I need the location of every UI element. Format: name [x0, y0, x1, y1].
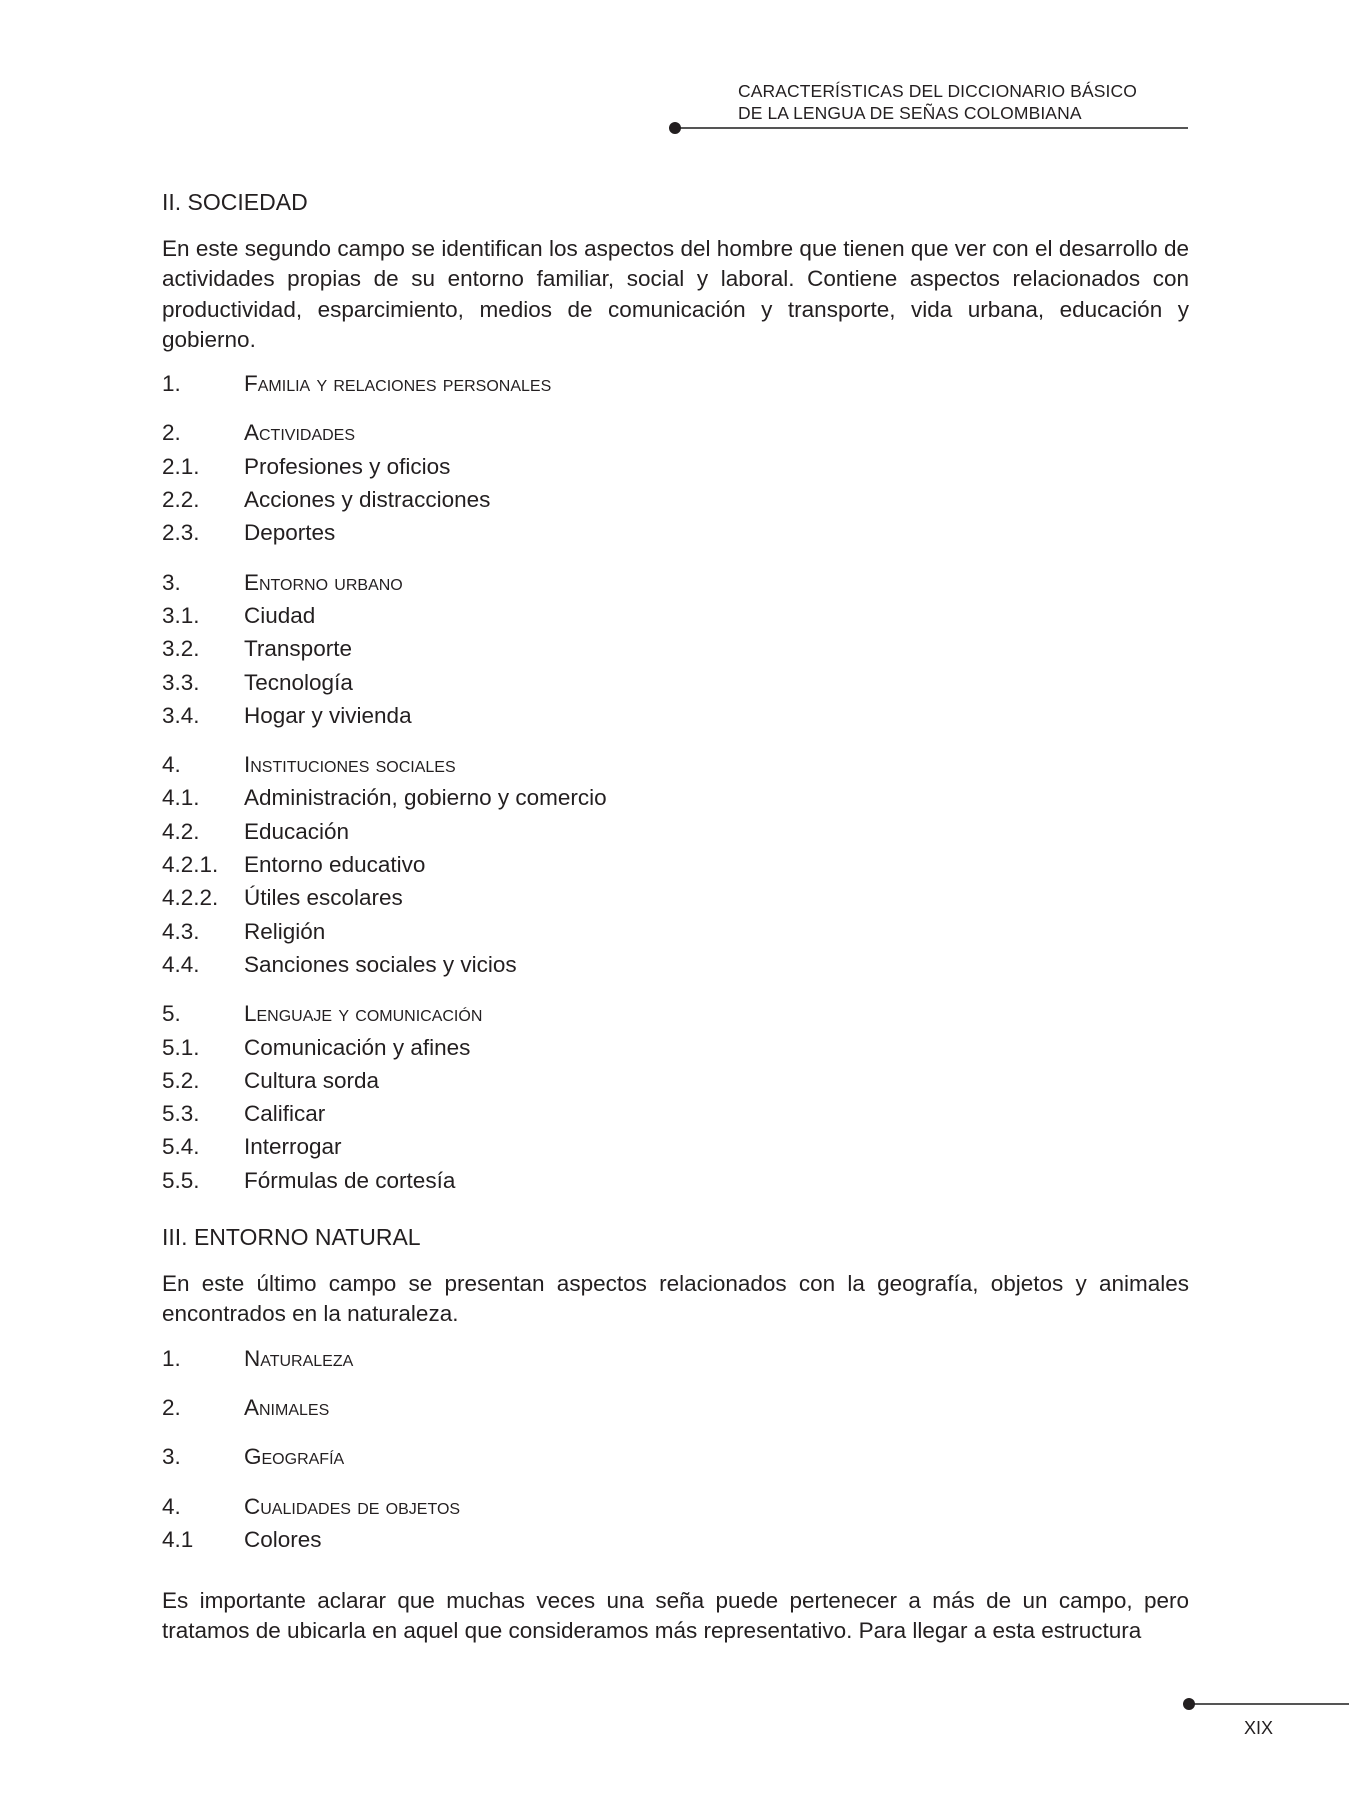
subcategory-item — [162, 632, 1189, 665]
subcategory-number: 4.2.2. — [162, 885, 219, 911]
subcategory-item — [162, 516, 1189, 549]
subcategory-label: Deportes — [244, 520, 336, 546]
subcategory-label: Religión — [244, 918, 326, 944]
subcategory-label: Sanciones sociales y vicios — [244, 951, 517, 977]
category-number: 1. — [162, 1345, 181, 1371]
category-label: Entorno urbano — [244, 569, 403, 595]
subcategory-number: 3.2. — [162, 636, 200, 662]
subcategory-number: 4.2.1. — [162, 852, 219, 878]
category-label: Animales — [244, 1394, 330, 1420]
subcategory-item — [162, 1064, 1189, 1097]
subcategory-item — [162, 948, 1189, 981]
subcategory-number: 4.3. — [162, 918, 200, 944]
footer-rule — [1189, 1703, 1349, 1705]
subcategory-item — [162, 1523, 1189, 1556]
subcategory-number: 3.3. — [162, 669, 200, 695]
category-label: Lenguaje y comunicación — [244, 1001, 483, 1027]
category-heading — [162, 1490, 1189, 1523]
running-header — [738, 80, 1137, 124]
subcategory-number: 2.3. — [162, 520, 200, 546]
category-heading — [162, 997, 1189, 1030]
subcategory-label: Comunicación y afines — [244, 1034, 471, 1060]
category-heading — [162, 1440, 1189, 1473]
subcategory-label: Colores — [244, 1526, 322, 1552]
subcategory-number: 3.4. — [162, 702, 200, 728]
subcategory-item — [162, 666, 1189, 699]
subcategory-number: 4.1. — [162, 785, 200, 811]
category-number: 3. — [162, 569, 181, 595]
subcategory-item — [162, 1097, 1189, 1130]
subcategory-item — [162, 450, 1189, 483]
category-label: Naturaleza — [244, 1345, 354, 1371]
subcategory-label: Útiles escolares — [244, 885, 403, 911]
subcategory-number: 5.2. — [162, 1067, 200, 1093]
section-title-sociedad: II. SOCIEDAD — [162, 189, 308, 215]
category-number: 4. — [162, 1493, 181, 1519]
category-heading — [162, 367, 1189, 400]
category-heading — [162, 566, 1189, 599]
category-heading — [162, 1342, 1189, 1375]
category-number: 5. — [162, 1001, 181, 1027]
subcategory-number: 4.1 — [162, 1526, 194, 1552]
category-number: 4. — [162, 752, 181, 778]
category-heading — [162, 1391, 1189, 1424]
running-header-line-2: DE LA LENGUA DE SEÑAS COLOMBIANA — [738, 103, 1082, 123]
subcategory-label: Entorno educativo — [244, 852, 426, 878]
category-label: Cualidades de objetos — [244, 1493, 461, 1519]
subcategory-label: Profesiones y oficios — [244, 453, 451, 479]
subcategory-item — [162, 483, 1189, 516]
closing-paragraph: Es importante aclarar que muchas veces una seña puede pertenecer a más de un campo, pero tratamos de ubicarla en aquel que consideramos más representativo. Para llegar a esta estructura — [162, 1588, 1189, 1644]
subcategory-item — [162, 1130, 1189, 1163]
subcategory-item — [162, 915, 1189, 948]
subcategory-label: Tecnología — [244, 669, 353, 695]
section-paragraph-sociedad: En este segundo campo se identifican los aspectos del hombre que tienen que ver con el desarrollo de actividades propias de su entorno familiar, social y laboral. Contiene aspectos relacionados con productividad, esparcimiento, medios de comunicación y transporte, vida urbana, educación y gobierno. — [162, 236, 1189, 352]
subcategory-number: 5.4. — [162, 1134, 200, 1160]
category-label: Geografía — [244, 1444, 345, 1470]
section-title-entorno-natural: III. ENTORNO NATURAL — [162, 1224, 421, 1251]
subcategory-item — [162, 848, 1189, 881]
subcategory-item — [162, 881, 1189, 914]
subcategory-label: Administración, gobierno y comercio — [244, 785, 607, 811]
subcategory-number: 5.1. — [162, 1034, 200, 1060]
subcategory-number: 2.2. — [162, 487, 200, 513]
subcategory-label: Ciudad — [244, 602, 316, 628]
subcategory-number: 4.2. — [162, 818, 200, 844]
subcategory-label: Educación — [244, 818, 350, 844]
category-heading — [162, 748, 1189, 781]
subcategory-item — [162, 599, 1189, 632]
subcategory-label: Fórmulas de cortesía — [244, 1167, 456, 1193]
category-list-entorno-natural — [162, 1342, 1189, 1556]
footer-bullet-dot-icon — [1183, 1698, 1195, 1710]
category-label: Instituciones sociales — [244, 752, 456, 778]
subcategory-item — [162, 815, 1189, 848]
running-header-line-1: CARACTERÍSTICAS DEL DICCIONARIO BÁSICO — [738, 81, 1137, 101]
category-list-sociedad — [162, 367, 1189, 1197]
subcategory-item — [162, 699, 1189, 732]
subcategory-label: Acciones y distracciones — [244, 487, 491, 513]
subcategory-label: Cultura sorda — [244, 1067, 380, 1093]
subcategory-number: 4.4. — [162, 951, 200, 977]
subcategory-label: Calificar — [244, 1101, 326, 1127]
subcategory-number: 3.1. — [162, 602, 200, 628]
header-bullet-dot-icon — [669, 122, 681, 134]
subcategory-number: 5.5. — [162, 1167, 200, 1193]
category-number: 2. — [162, 1394, 181, 1420]
category-heading — [162, 416, 1189, 449]
page-content — [162, 188, 1189, 1659]
subcategory-label: Interrogar — [244, 1134, 342, 1160]
category-number: 1. — [162, 371, 181, 397]
category-number: 3. — [162, 1444, 181, 1470]
subcategory-number: 2.1. — [162, 453, 200, 479]
subcategory-item — [162, 781, 1189, 814]
subcategory-item — [162, 1031, 1189, 1064]
section-paragraph-entorno-natural: En este último campo se presentan aspectos relacionados con la geografía, objetos y animales encontrados en la naturaleza. — [162, 1271, 1189, 1327]
subcategory-label: Transporte — [244, 636, 352, 662]
category-label: Familia y relaciones personales — [244, 371, 552, 397]
header-rule — [676, 127, 1188, 129]
category-number: 2. — [162, 420, 181, 446]
subcategory-number: 5.3. — [162, 1101, 200, 1127]
subcategory-item — [162, 1164, 1189, 1197]
subcategory-label: Hogar y vivienda — [244, 702, 412, 728]
category-label: Actividades — [244, 420, 356, 446]
page-number: XIX — [1244, 1718, 1274, 1738]
